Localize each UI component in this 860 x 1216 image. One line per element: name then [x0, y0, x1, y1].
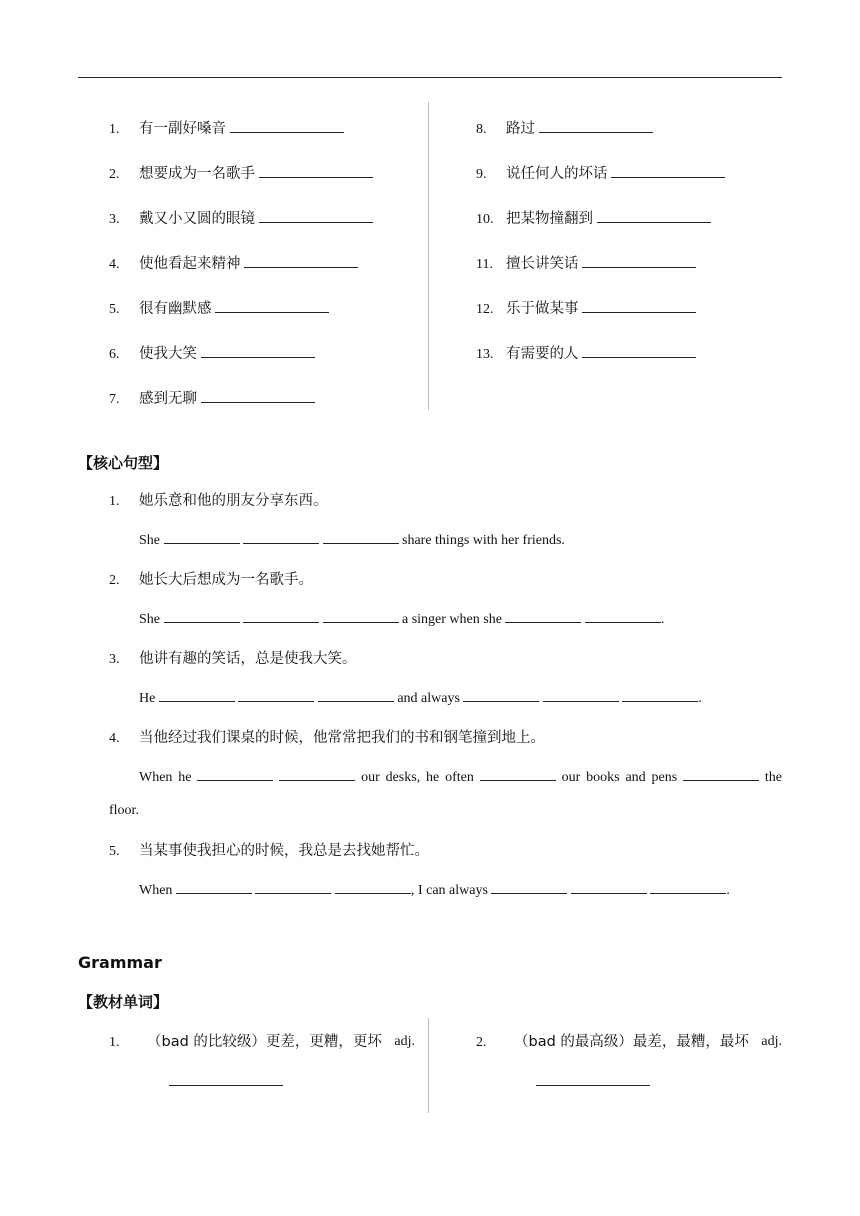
grammar-title: Grammar: [78, 953, 162, 972]
column-divider: [428, 102, 429, 410]
item-number: 8.: [476, 122, 487, 137]
phrase-item: [476, 343, 696, 365]
phrase-text: 使他看起来精神: [139, 256, 241, 272]
item-number: 4.: [109, 257, 120, 272]
item-number: 6.: [109, 347, 120, 362]
answer-blank[interactable]: [244, 253, 358, 268]
header-rule: [78, 77, 782, 78]
item-number: 1.: [109, 494, 120, 509]
phrase-text: 感到无聊: [139, 391, 197, 407]
answer-blank[interactable]: [323, 609, 399, 623]
answer-blank[interactable]: [197, 767, 273, 781]
answer-blank[interactable]: [543, 688, 619, 702]
item-number: 7.: [109, 392, 120, 407]
sentence-chinese: 她长大后想成为一名歌手。: [139, 572, 313, 588]
column-divider: [428, 1018, 429, 1113]
phrase-text: 戴又小又圆的眼镜: [139, 211, 255, 227]
sentence-item: [109, 570, 782, 627]
answer-blank[interactable]: [491, 880, 567, 894]
sentence-fragment: a singer when she: [402, 612, 502, 627]
vocab-definition: （bad 的比较级）更差，更糟，更坏: [147, 1034, 382, 1050]
item-number: 10.: [476, 212, 494, 227]
phrase-text: 把某物撞翻到: [506, 211, 593, 227]
answer-blank[interactable]: [323, 530, 399, 544]
answer-blank[interactable]: [622, 688, 698, 702]
sentence-fragment: share things with her friends.: [402, 533, 565, 548]
sentence-item: [109, 491, 782, 548]
answer-blank[interactable]: [243, 530, 319, 544]
sentence-fragment: and always: [397, 691, 460, 706]
sentence-fragment: She: [139, 612, 160, 627]
answer-blank[interactable]: [539, 118, 653, 133]
phrase-item: [109, 163, 373, 185]
phrase-item: [109, 253, 358, 275]
phrase-text: 有一副好嗓音: [139, 121, 226, 137]
sentence-english: [139, 530, 565, 551]
answer-blank[interactable]: [176, 880, 252, 894]
answer-blank[interactable]: [611, 163, 725, 178]
answer-blank[interactable]: [335, 880, 411, 894]
sentence-fragment: When he: [139, 770, 192, 785]
phrase-text: 说任何人的坏话: [506, 166, 608, 182]
answer-blank[interactable]: [582, 298, 696, 313]
item-number: 9.: [476, 167, 487, 182]
answer-blank[interactable]: [597, 208, 711, 223]
sentence-fragment: the: [764, 770, 783, 785]
item-number: 5.: [109, 844, 120, 859]
sentence-english: [139, 688, 702, 709]
item-number: 5.: [109, 302, 120, 317]
phrase-item: [109, 298, 329, 320]
item-number: 4.: [109, 731, 120, 746]
answer-blank[interactable]: [318, 688, 394, 702]
sentence-continuation: floor.: [109, 803, 139, 818]
answer-blank[interactable]: [159, 688, 235, 702]
item-number: 12.: [476, 302, 494, 317]
phrase-item: [476, 298, 696, 320]
answer-blank[interactable]: [480, 767, 556, 781]
vocab-item: [109, 1032, 415, 1092]
answer-blank[interactable]: [201, 343, 315, 358]
item-number: 2.: [109, 573, 120, 588]
item-number: 13.: [476, 347, 494, 362]
answer-blank[interactable]: [463, 688, 539, 702]
phrase-item: [476, 208, 711, 230]
phrase-item: [476, 163, 725, 185]
phrase-text: 想要成为一名歌手: [139, 166, 255, 182]
answer-blank[interactable]: [230, 118, 344, 133]
item-number: 1.: [109, 1035, 120, 1050]
answer-blank[interactable]: [582, 253, 696, 268]
answer-blank[interactable]: [582, 343, 696, 358]
phrase-text: 有需要的人: [506, 346, 579, 362]
sentence-item: [109, 649, 782, 706]
phrase-text: 使我大笑: [139, 346, 197, 362]
item-number: 1.: [109, 122, 120, 137]
sentence-english: [139, 767, 782, 788]
answer-blank[interactable]: [243, 609, 319, 623]
sentence-item: [109, 841, 782, 898]
answer-blank[interactable]: [683, 767, 759, 781]
sentence-fragment: He: [139, 691, 156, 706]
sentence-fragment: our books and pens: [561, 770, 678, 785]
answer-blank[interactable]: [201, 388, 315, 403]
answer-blank[interactable]: [255, 880, 331, 894]
sentence-chinese: 当他经过我们课桌的时候，他常常把我们的书和钢笔撞到地上。: [139, 730, 545, 746]
sentence-fragment: , I can always: [410, 883, 488, 898]
sentence-fragment: .: [660, 612, 665, 627]
phrase-item: [109, 208, 373, 230]
vocab-item: [476, 1032, 782, 1092]
answer-blank[interactable]: [164, 609, 240, 623]
core-sentences-heading: 【核心句型】: [78, 454, 169, 472]
phrase-item: [109, 388, 315, 410]
answer-blank[interactable]: [279, 767, 355, 781]
phrase-item: [109, 343, 315, 365]
sentence-english: [139, 880, 730, 901]
answer-blank[interactable]: [215, 298, 329, 313]
phrase-item: [476, 253, 696, 275]
answer-blank[interactable]: [259, 163, 373, 178]
sentence-chinese: 当某事使我担心的时候，我总是去找她帮忙。: [139, 843, 429, 859]
answer-blank[interactable]: [259, 208, 373, 223]
vocab-definition: （bad 的最高级）最差，最糟，最坏: [514, 1034, 749, 1050]
part-of-speech: adj.: [394, 1034, 415, 1049]
sentence-item: [109, 728, 782, 749]
phrase-item: [109, 118, 344, 140]
item-number: 11.: [476, 257, 493, 272]
sentence-fragment: our desks, he often: [361, 770, 474, 785]
sentence-fragment: She: [139, 533, 160, 548]
answer-blank[interactable]: [238, 688, 314, 702]
item-number: 3.: [109, 652, 120, 667]
answer-blank[interactable]: [505, 609, 581, 623]
part-of-speech: adj.: [761, 1034, 782, 1049]
answer-blank[interactable]: [571, 880, 647, 894]
sentence-fragment: When: [139, 883, 173, 898]
phrase-item: [476, 118, 653, 140]
phrase-text: 路过: [506, 121, 535, 137]
phrase-text: 很有幽默感: [139, 301, 212, 317]
sentence-chinese: 他讲有趣的笑话，总是使我大笑。: [139, 651, 357, 667]
item-number: 2.: [476, 1035, 487, 1050]
answer-blank[interactable]: [536, 1071, 650, 1086]
vocab-heading: 【教材单词】: [78, 993, 169, 1011]
phrase-text: 擅长讲笑话: [506, 256, 579, 272]
answer-blank[interactable]: [585, 609, 661, 623]
sentence-fragment: .: [726, 883, 730, 898]
item-number: 3.: [109, 212, 120, 227]
sentence-english: [139, 609, 664, 630]
phrase-text: 乐于做某事: [506, 301, 579, 317]
sentence-fragment: .: [698, 691, 702, 706]
answer-blank[interactable]: [169, 1071, 283, 1086]
item-number: 2.: [109, 167, 120, 182]
answer-blank[interactable]: [164, 530, 240, 544]
sentence-chinese: 她乐意和他的朋友分享东西。: [139, 493, 328, 509]
answer-blank[interactable]: [650, 880, 726, 894]
